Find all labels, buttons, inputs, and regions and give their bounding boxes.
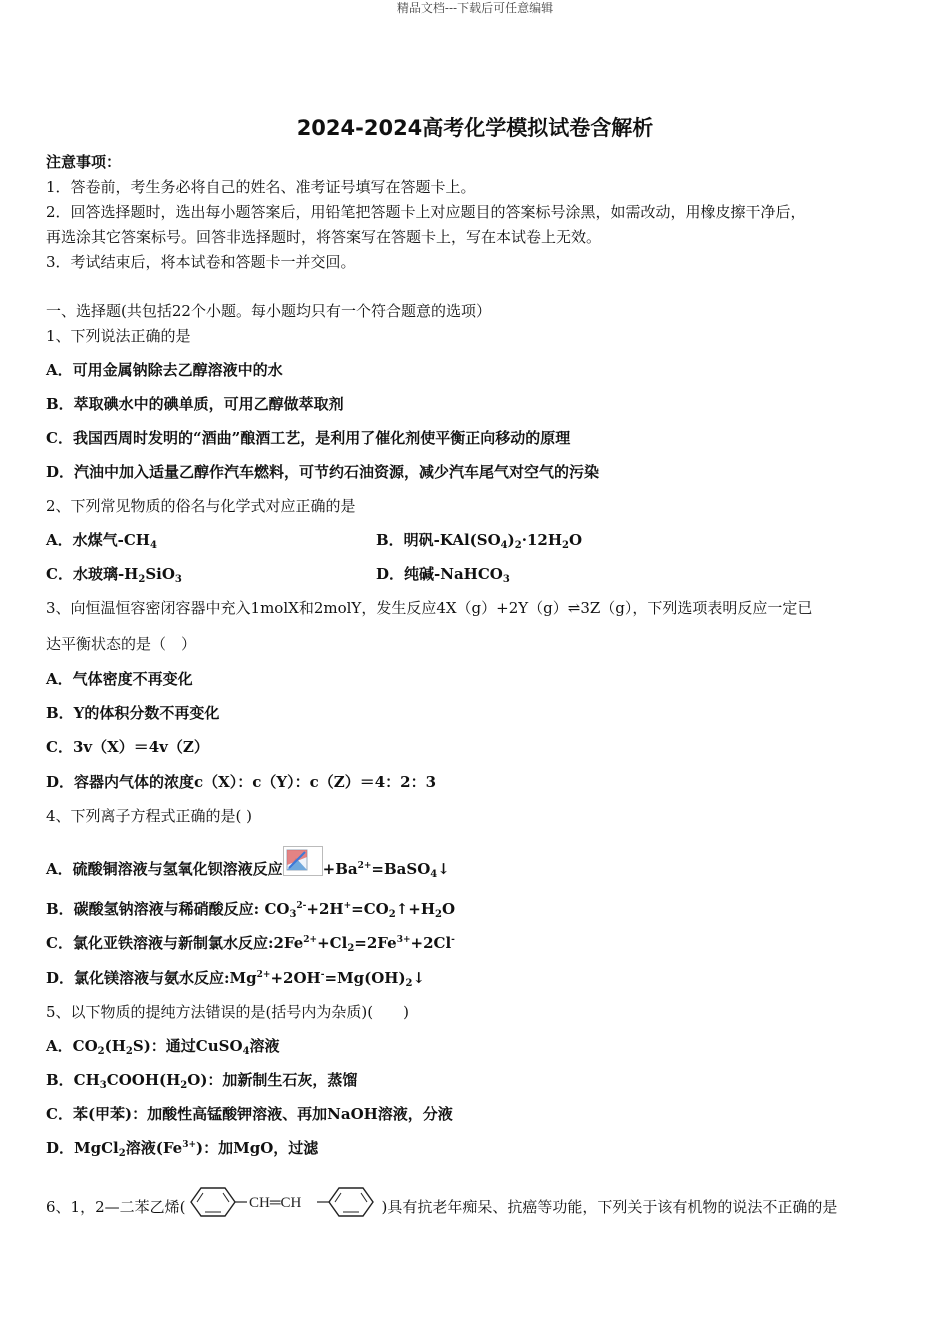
q2-option-c: C．水玻璃$-H_2SiO_3$ xyxy=(46,565,182,585)
stilbene-structure xyxy=(185,1184,381,1225)
q5-option-d: D．MgCl$_2$溶液$(Fe^{3+})$：加MgO，过滤 xyxy=(46,1139,319,1159)
q3-option-c: C．3v（X）＝4v（Z） xyxy=(46,738,209,756)
notice-item-1: 1．答卷前，考生务必将自己的姓名、准考证号填写在答题卡上。 xyxy=(46,178,476,196)
q4-option-c: C．氯化亚铁溶液与新制氯水反应$:2Fe^{2+}+Cl_2=2Fe^{3+}+2Cl^-$ xyxy=(46,934,455,954)
q3-stem: 3、向恒温恒容密闭容器中充入1molX和2molY，发生反应4X（g）+2Y（g）⇌3Z（g），下列选项表明反应一定已 xyxy=(46,599,813,617)
q2-option-d: D．纯碱-NaHCO$_3$ xyxy=(376,565,510,585)
q5-stem: 5、以下物质的提纯方法错误的是(括号内为杂质)( ) xyxy=(46,1003,409,1021)
q1-option-d: D．汽油中加入适量乙醇作汽车燃料，可节约石油资源，减少汽车尾气对空气的污染 xyxy=(46,463,600,481)
q3-option-a: A．气体密度不再变化 xyxy=(46,670,193,688)
notice-item-2-cont: 再选涂其它答案标号。回答非选择题时，将答案写在答题卡上，写在本试卷上无效。 xyxy=(46,228,602,246)
q2-option-b: B．明矾$-KAl(SO_4)_2\cdot 12H_2O$ xyxy=(376,531,583,551)
q4-option-b: B．碳酸氢钠溶液与稀硝酸反应: $CO_3^{2-}+2H^+=CO_2↑+H_2O$ xyxy=(46,900,456,920)
broken-image-icon xyxy=(283,846,323,876)
q1-option-a: A．可用金属钠除去乙醇溶液中的水 xyxy=(46,361,283,379)
notice-heading: 注意事项： xyxy=(46,153,122,171)
section-heading: 一、选择题(共包括22个小题。每小题均只有一个符合题意的选项） xyxy=(46,302,491,320)
q1-option-c: C．我国西周时发明的“酒曲”酿酒工艺，是利用了催化剂使平衡正向移动的原理 xyxy=(46,429,571,447)
notice-item-3: 3．考试结束后，将本试卷和答题卡一并交回。 xyxy=(46,253,356,271)
q2-stem: 2、下列常见物质的俗名与化学式对应正确的是 xyxy=(46,497,356,515)
q3-stem-cont: 达平衡状态的是（ ） xyxy=(46,635,197,653)
q6-stem: 6、1，2—二苯乙烯( CH═CH )具有抗老年痴呆、抗癌等功能，下列关于该有机物的说法不正确的是 xyxy=(46,1184,837,1225)
q2-option-a: A．水煤气$-CH_4$ xyxy=(46,531,157,551)
q5-option-a: A．$CO_2(H_2S)$：通过CuSO$_4$溶液 xyxy=(46,1037,280,1057)
q5-option-b: B．$CH_3COOH(H_2O)$：加新制生石灰，蒸馏 xyxy=(46,1071,358,1091)
page-title: 2024-2024高考化学模拟试卷含解析 xyxy=(296,116,654,140)
q1-option-b: B．萃取碘水中的碘单质，可用乙醇做萃取剂 xyxy=(46,395,344,413)
q3-option-b: B．Y的体积分数不再变化 xyxy=(46,704,220,722)
notice-item-2: 2．回答选择题时，选出每小题答案后，用铅笔把答题卡上对应题目的答案标号涂黑，如需改动，用橡皮擦干净后， xyxy=(46,203,806,221)
q3-option-d: D．容器内气体的浓度c（X）：c（Y）：c（Z）＝4：2：3 xyxy=(46,773,437,791)
page-header: 精品文档---下载后可任意编辑 xyxy=(396,1,554,15)
q1-stem: 1、下列说法正确的是 xyxy=(46,327,191,345)
q4-option-d: D．氯化镁溶液与氨水反应$:Mg^{2+}+2OH^-=Mg(OH)_2↓$ xyxy=(46,969,426,989)
q4-stem: 4、下列离子方程式正确的是( ) xyxy=(46,807,253,825)
q4-option-a: A．硫酸铜溶液与氢氧化钡溶液反应 $+Ba^{2+}=BaSO_4↓$ xyxy=(46,846,450,879)
q5-option-c: C．苯(甲苯)：加酸性高锰酸钾溶液、再加NaOH溶液，分液 xyxy=(46,1105,453,1123)
vinyl-chain-label: CH═CH xyxy=(249,1195,302,1211)
